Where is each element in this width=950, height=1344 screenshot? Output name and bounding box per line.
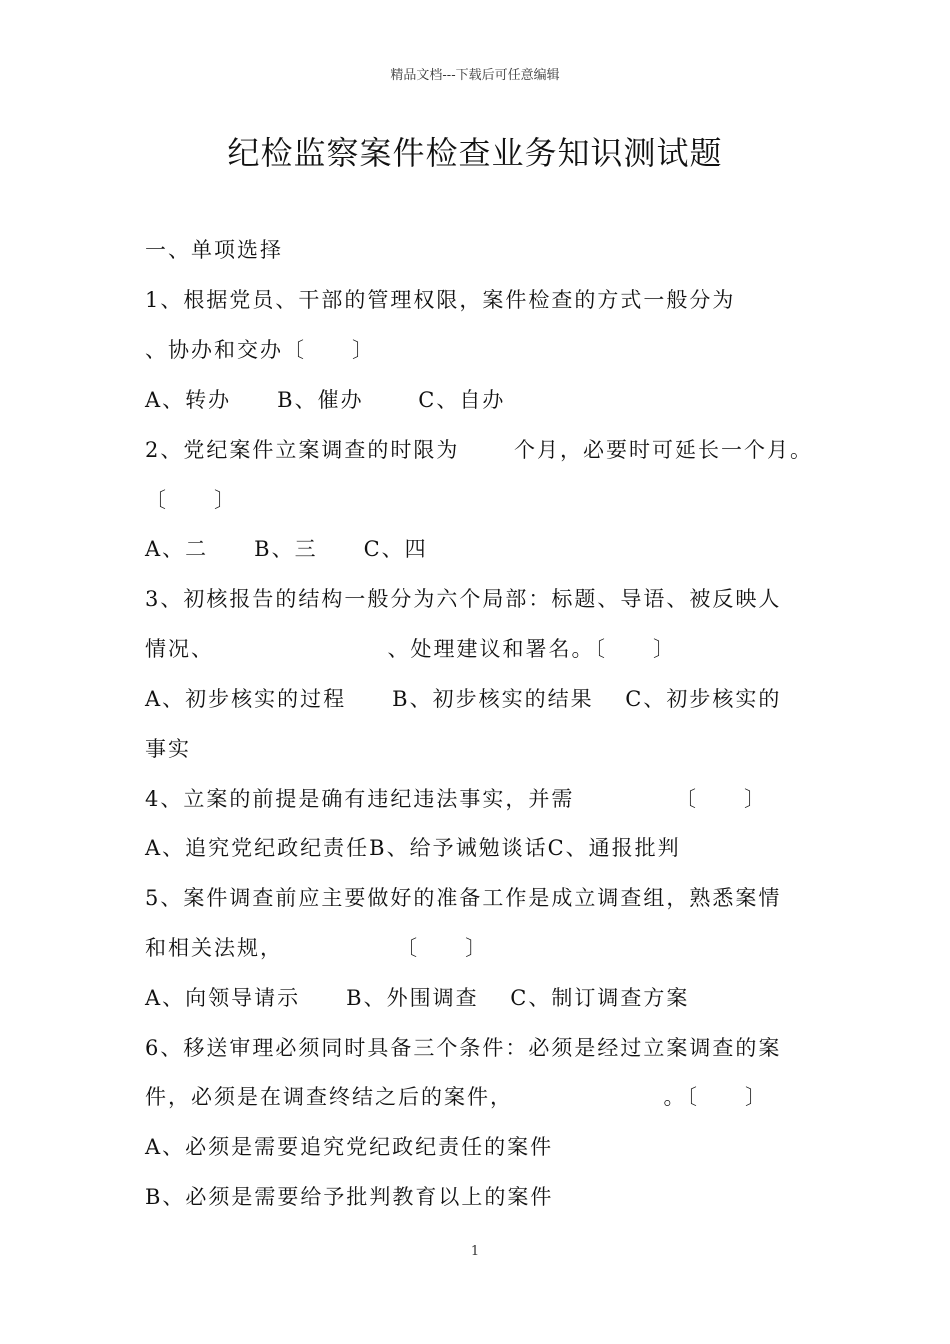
text-line: 件，必须是在调查终结之后的案件， 。〔 〕: [145, 1085, 768, 1109]
text-line: A、二 B、三 C、四: [145, 537, 428, 561]
text-line: 2、党纪案件立案调查的时限为 个月，必要时可延长一个月。: [145, 438, 814, 462]
text-line: B、必须是需要给予批判教育以上的案件: [145, 1185, 554, 1209]
text-line: A、初步核实的过程 B、初步核实的结果 C、初步核实的: [145, 687, 782, 711]
text-line: 和相关法规， 〔 〕: [145, 936, 489, 960]
text-line: 5、案件调查前应主要做好的准备工作是成立调查组，熟悉案情: [145, 886, 782, 910]
section-heading: 一、单项选择: [145, 238, 283, 262]
document-title: 纪检监察案件检查业务知识测试题: [227, 134, 723, 172]
text-line: A、必须是需要追究党纪政纪责任的案件: [145, 1135, 554, 1159]
text-line: A、转办 B、催办 C、自办: [145, 388, 506, 412]
text-line: 情况、 、处理建议和署名。〔 〕: [145, 637, 676, 661]
text-line: A、向领导请示 B、外围调查 C、制订调查方案: [145, 986, 690, 1010]
text-line: 4、立案的前提是确有违纪违法事实，并需 〔 〕: [145, 787, 768, 811]
text-line: 、协办和交办〔 〕: [145, 338, 375, 362]
text-line: A、追究党纪政纪责任B、给予诫勉谈话C、通报批判: [145, 836, 681, 860]
page-number: 1: [470, 1244, 480, 1259]
text-line: 〔 〕: [145, 488, 237, 512]
text-line: 事实: [145, 737, 191, 761]
text-line: 3、初核报告的结构一般分为六个局部：标题、导语、被反映人: [145, 587, 782, 611]
text-line: 1、根据党员、干部的管理权限，案件检查的方式一般分为: [145, 288, 736, 312]
text-line: 6、移送审理必须同时具备三个条件：必须是经过立案调查的案: [145, 1036, 782, 1060]
page-header: 精品文档---下载后可任意编辑: [390, 68, 560, 83]
